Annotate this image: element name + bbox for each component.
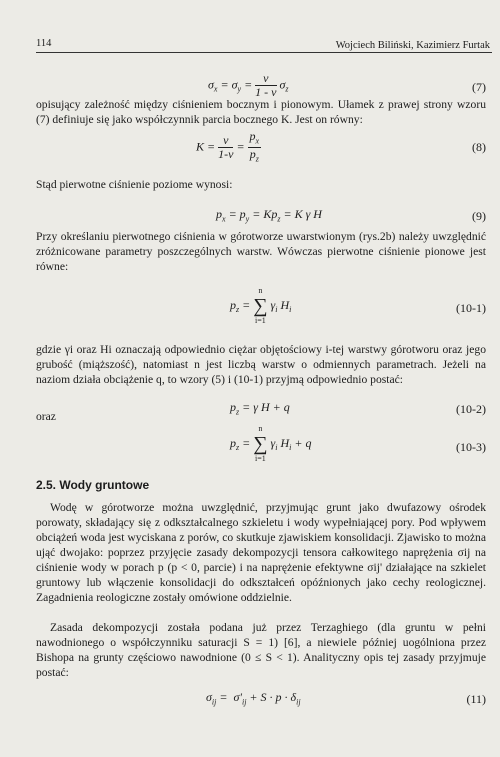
paragraph-1: opisujący zależność między ciśnieniem bocznym i pionowym. Ułamek z prawej strony wzoru (7) definiuje się jako współczynnik parcia bocznego K. Jest on równy: [36,98,486,126]
equation-7: $\sigma_x = \sigma_y$ = $\frac{\nu}{1 - \nu}$ $\sigma_z$ [208,71,289,99]
paragraph-5: Wodę w górotworze można uwzględnić, przyjmując grunt jako dwufazowy ośrodek porowaty, składający się z odkształcalnego szkieletu i wody wypełniającej pory. Pod wpływem obciążeń woda jest wyciskana z porów, co skutkuje zjawiskiem konsolidacji. Zjawisko to można ująć dwojako: poprzez przyjęcie zasady dekompozycji tensora całkowitego naprężenia σij na ciśnienie wody w porach p (p < 0, parcie) i na naprężenie efektywne σij' działające na szkielet gruntowy lub włączenie konsolidacji do odkształceń opóźnionych jako cechy reologicznej. Zagadnienia reologiczne zostały omówione oddzielnie. [36,501,486,604]
equation-10-2-number: (10-2) [456,402,486,416]
paragraph-2: Stąd pierwotne ciśnienie poziome wynosi: [36,178,233,191]
equation-7-number: (7) [472,80,486,94]
running-header-authors: Wojciech Biliński, Kazimierz Furtak [335,40,490,51]
equation-9-number: (9) [472,209,486,223]
equation-10-3-number: (10-3) [456,440,486,454]
oraz-word: oraz [36,410,56,423]
equation-9: $p_x = p_y = Kp_z = K$ γ H [216,207,322,224]
equation-10-3: $p_z$ = n ∑ i=1 $\gamma_i$ $H_i + q$ [230,424,312,463]
paragraph-6: Zasada dekompozycji została podana już przez Terzaghiego (dla gruntu w pełni nawodnionego o współczynniku saturacji S = 1) [6], a niewiele później uogólniona przez Bishopa na grunty częściowo nawodnione (0 ≤ S < 1). Analityczny opis tej zasady przyjmuje postać: [36,621,486,679]
equation-10-2: $p_z = \gamma$ H + q [230,400,290,417]
paragraph-3: Przy określaniu pierwotnego ciśnienia w górotworze uwarstwionym (rys.2b) należy uwzględnić zróżnicowane parametry poszczególnych warstw. Wówczas pierwotne ciśnienie pionowe jest równe: [36,230,486,273]
equation-10-1: $p_z$ = n ∑ i=1 $\gamma_i$ $H_i$ [230,286,292,325]
equation-8: K = $\frac{\nu}{1-\nu}$ = $\frac{p_x}{p_z}$ [196,129,260,164]
equation-11: $\sigma_{ij} = \sigma'_{ij} + S \cdot p \cdot \delta_{ij}$ [206,690,301,707]
paragraph-4: gdzie γi oraz Hi oznaczają odpowiednio ciężar objętościowy i-tej warstwy górotworu oraz jego grubość (miąższość), natomiast n jest liczbą warstw o odmiennych parametrach. Jeżeli na naziom działa obciążenie q, to wzory (5) i (10-1) przyjmą odpowiednio postać: [36,343,486,386]
page-number: 114 [36,38,52,49]
equation-11-number: (11) [466,692,486,706]
section-heading: 2.5. Wody gruntowe [36,478,150,492]
header-rule [36,52,492,53]
equation-8-number: (8) [472,140,486,154]
equation-10-1-number: (10-1) [456,301,486,315]
